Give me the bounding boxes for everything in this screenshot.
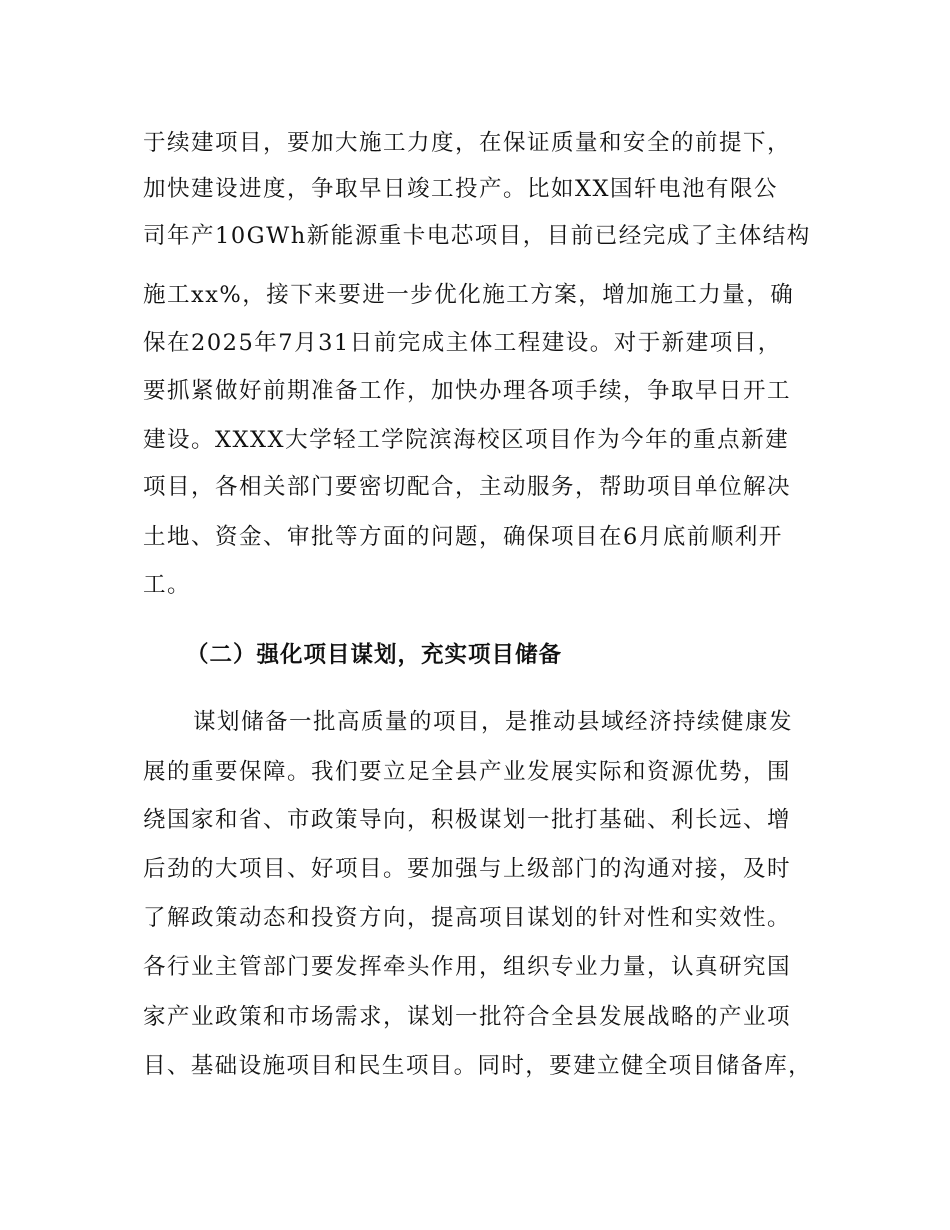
section-heading: （二）强化项目谋划，充实项目储备 [186, 642, 563, 668]
paragraph1-line: 保在2025年7月31日前完成主体工程建设。对于新建项目， [143, 330, 782, 356]
paragraph2-line: 各行业主管部门要发挥牵头作用，组织专业力量，认真研究国 [143, 954, 792, 980]
paragraph1-line: 工。 [143, 572, 192, 598]
paragraph1-line: 要抓紧做好前期准备工作，加快办理各项手续，争取早日开工 [143, 378, 792, 404]
paragraph2-line: 家产业政策和市场需求，谋划一批符合全县发展战略的产业项 [143, 1004, 792, 1030]
paragraph1-line: 加快建设进度，争取早日竣工投产。比如XX国轩电池有限公 [143, 176, 779, 202]
paragraph2-line: 谋划储备一批高质量的项目，是推动县域经济持续健康发 [193, 709, 794, 735]
paragraph2-line: 展的重要保障。我们要立足全县产业发展实际和资源优势，围 [143, 759, 792, 785]
paragraph2-line: 目、基础设施项目和民生项目。同时，要建立健全项目储备库， [143, 1053, 813, 1079]
paragraph1-line: 司年产10GWh新能源重卡电芯项目，目前已经完成了主体结构 [143, 223, 811, 249]
paragraph1-line: 于续建项目，要加大施工力度，在保证质量和安全的前提下， [143, 130, 792, 156]
paragraph1-line: 施工xx%，接下来要进一步优化施工方案，增加施工力量，确 [143, 282, 795, 308]
paragraph2-line: 后劲的大项目、好项目。要加强与上级部门的沟通对接，及时 [143, 856, 792, 882]
paragraph1-line: 建设。XXXX大学轻工学院滨海校区项目作为今年的重点新建 [143, 427, 790, 453]
paragraph1-line: 项目，各相关部门要密切配合，主动服务，帮助项目单位解决 [143, 474, 792, 500]
paragraph2-line: 了解政策动态和投资方向，提高项目谋划的针对性和实效性。 [143, 905, 792, 931]
paragraph1-line: 土地、资金、审批等方面的问题，确保项目在6月底前顺利开 [143, 524, 783, 550]
paragraph2-line: 绕国家和省、市政策导向，积极谋划一批打基础、利长远、增 [143, 807, 792, 833]
